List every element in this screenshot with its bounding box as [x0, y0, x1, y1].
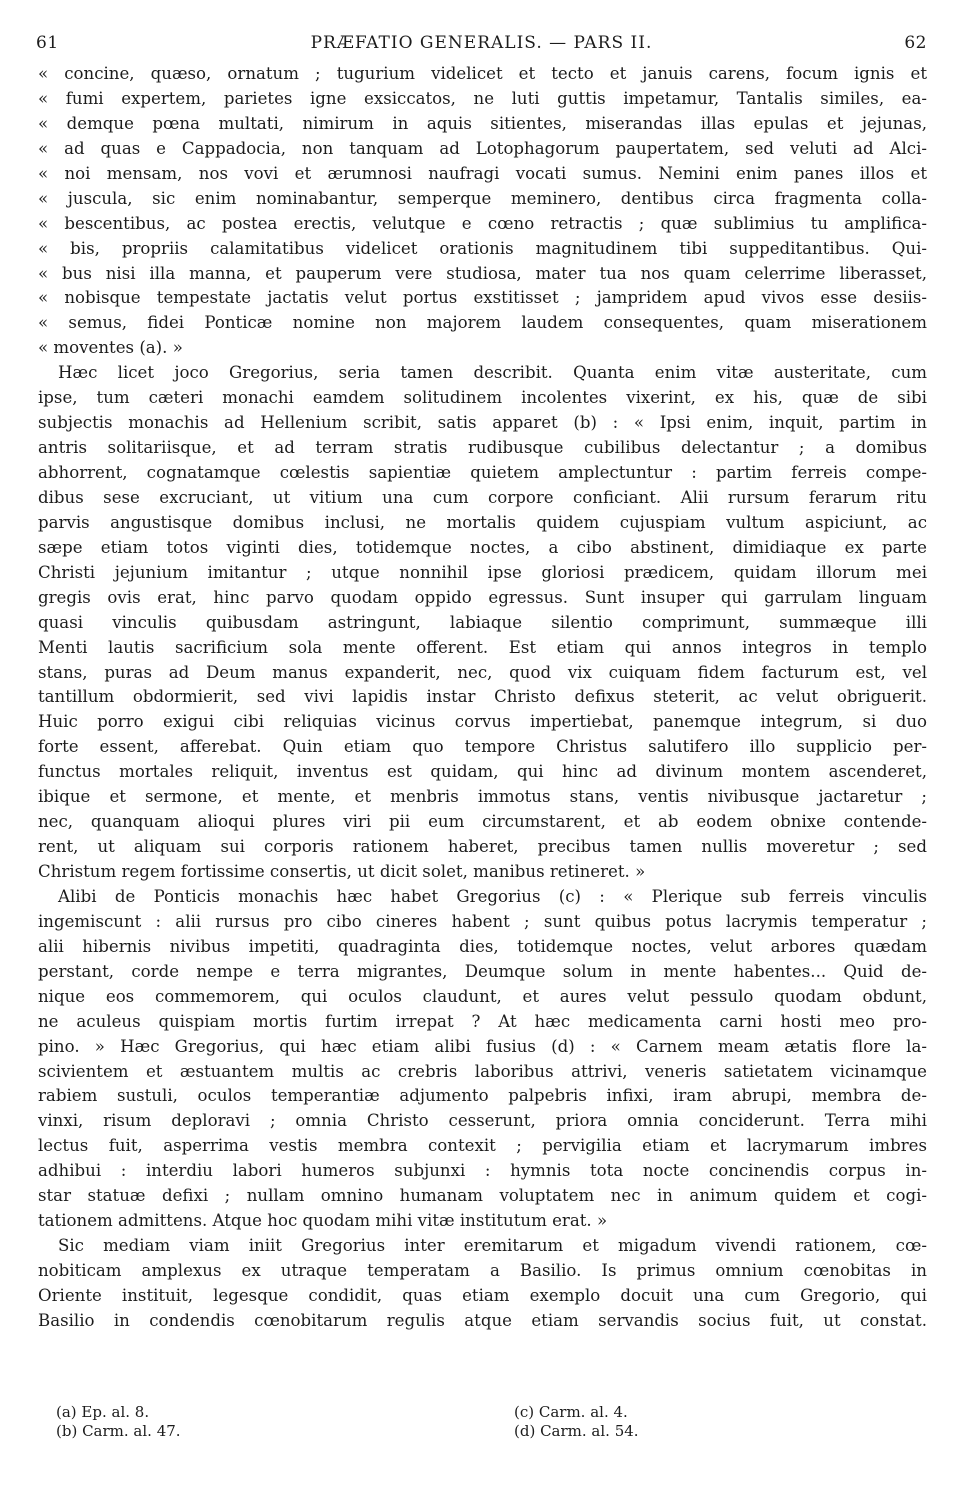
- text-line: scivientem et æstuantem multis ac crebris laboribus attrivi, veneris satietatem vicinamque: [38, 1061, 927, 1081]
- text-line: subjectis monachis ad Hellenium scribit, satis apparet (b) : « Ipsi enim, inquit, partim in: [38, 413, 927, 433]
- paragraph-start: Sic mediam viam iniit Gregorius inter eremitarum et migadum vivendi rationem, cœ-: [58, 1236, 927, 1256]
- text-line: « noi mensam, nos vovi et ærumnosi naufragi vocati sumus. Nemini enim panes illos et: [38, 163, 927, 183]
- text-line: Basilio in condendis cœnobitarum regulis atque etiam servandis socius fuit, ut constat.: [38, 1310, 927, 1330]
- text-line: ipse, tum cæteri monachi eamdem solitudinem incolentes vixerint, ex his, quæ de sibi: [38, 388, 927, 408]
- text-line: lectus fuit, asperrima vestis membra contexit ; pervigilia etiam et lacrymarum imbres: [38, 1136, 927, 1156]
- text-line: star statuæ defixi ; nullam omnino humanam voluptatem nec in animum quidem et cogi-: [38, 1186, 927, 1206]
- text-line: Menti lautis sacrificium sola mente offerent. Est etiam qui annos integros in templo: [38, 637, 927, 657]
- text-line: « bus nisi illa manna, et pauperum vere studiosa, mater tua nos quam celerrime liberasset,: [38, 263, 927, 283]
- footnote-d: (d) Carm. al. 54.: [514, 1422, 639, 1440]
- text-line: nec, quanquam alioqui plures viri pii eum circumstarent, et ab eodem obnixe contende-: [38, 812, 927, 832]
- footnote-c: (c) Carm. al. 4.: [514, 1403, 628, 1421]
- text-line: nobiticam amplexus ex utraque temperatam a Basilio. Is primus omnium cœnobitas in: [38, 1261, 927, 1280]
- text-line: adhibui : interdiu labori humeros subjunxi : hymnis tota nocte concinendis corpus in-: [38, 1161, 927, 1181]
- text-line: perstant, corde nempe e terra migrantes, Deumque solum in mente habentes... Quid de-: [38, 961, 927, 981]
- text-line: « semus, fidei Ponticæ nomine non majorem laudem consequentes, quam miserationem: [38, 313, 927, 333]
- text-line: « concine, quæso, ornatum ; tugurium videlicet et tecto et januis carens, focum ignis et: [38, 64, 927, 83]
- text-line: vinxi, risum deploravi ; omnia Christo cesserunt, priora omnia conciderunt. Terra mihi: [38, 1111, 927, 1131]
- text-line: rent, ut aliquam sui corporis rationem haberet, precibus tamen nullis moveretur ; sed: [38, 837, 927, 857]
- text-line: quasi vinculis quibusdam astringunt, labiaque silentio comprimunt, summæque illi: [38, 612, 927, 632]
- running-header: [36, 33, 927, 59]
- text-line: ingemiscunt : alii rursus pro cibo cineres habent ; sunt quibus potus lacrymis temperatur ;: [38, 911, 927, 931]
- text-line: « bis, propriis calamitatibus videlicet orationis magnitudinem tibi suppeditantibus. Qui-: [38, 238, 927, 258]
- text-line: « fumi expertem, parietes igne exsiccatos, ne luti guttis impetamur, Tantalis similes, ea-: [38, 88, 927, 108]
- text-line: pino. » Hæc Gregorius, qui hæc etiam alibi fusius (d) : « Carnem meam ætatis flore la-: [38, 1036, 927, 1056]
- text-line: rabiem sustuli, oculos temperantiæ adjumento palpebris infixi, iram abrupi, membra de-: [38, 1086, 927, 1106]
- text-line: tantillum obdormierit, sed vivi lapidis instar Christo defixus steterit, ac velut obriguerit.: [38, 687, 927, 707]
- text-line: « moventes (a). »: [38, 338, 183, 358]
- text-line: forte essent, afferebat. Quin etiam quo tempore Christus salutifero illo supplicio per-: [38, 737, 927, 757]
- text-line: alii hibernis nivibus impetiti, quadraginta dies, totidemque noctes, velut arbores quædam: [38, 936, 927, 956]
- footnote-a: (a) Ep. al. 8.: [56, 1403, 150, 1421]
- text-line: ne aculeus quispiam mortis furtim irrepat ? At hæc medicamenta carni hosti meo pro-: [38, 1011, 927, 1031]
- page-number-left: 61: [36, 33, 59, 53]
- text-line: « nobisque tempestate jactatis velut portus exstitisset ; jampridem apud vivos esse desiis-: [38, 288, 927, 308]
- footnote-b: (b) Carm. al. 47.: [56, 1422, 181, 1440]
- running-title: PRÆFATIO GENERALIS. — PARS II.: [310, 33, 653, 53]
- text-line: parvis angustisque domibus inclusi, ne mortalis quidem cujuspiam vultum aspiciunt, ac: [38, 512, 927, 532]
- text-line: « juscula, sic enim nominabantur, semperque meminero, dentibus circa fragmenta colla-: [38, 188, 927, 208]
- text-line: nique eos commemorem, qui oculos claudunt, et aures velut pessulo quodam obdunt,: [38, 986, 927, 1006]
- text-line: stans, puras ad Deum manus expanderit, nec, quod vix cuiquam fidem facturum est, vel: [38, 662, 927, 682]
- text-line: Christi jejunium imitantur ; utque nonnihil ipse gloriosi prædicem, quidam illorum mei: [38, 562, 927, 582]
- text-line: « ad quas e Cappadocia, non tanquam ad Lotophagorum paupertatem, sed veluti ad Alci-: [38, 138, 927, 158]
- page-number-right: 62: [904, 33, 927, 53]
- text-line: dibus sese excruciant, ut vitium una cum corpore conficiant. Alii rursum ferarum ritu: [38, 487, 927, 507]
- text-line: ibique et sermone, et mente, et menbris immotus stans, ventis nivibusque jactaretur ;: [38, 787, 927, 807]
- text-line: Huic porro exigui cibi reliquias vicinus corvus impertiebat, panemque integrum, si duo: [38, 712, 927, 732]
- text-line: abhorrent, cognatamque cœlestis sapientiæ quietem amplectuntur : partim ferreis compe-: [38, 463, 927, 482]
- text-line: « demque pœna multati, nimirum in aquis sitientes, miserandas illas epulas et jejunas,: [38, 113, 927, 133]
- text-line: tationem admittens. Atque hoc quodam mihi vitæ institutum erat. »: [38, 1211, 608, 1231]
- text-line: « bescentibus, ac postea erectis, velutque e cœno retractis ; quæ sublimius tu amplifica-: [38, 213, 927, 233]
- text-line: gregis ovis erat, hinc parvo quodam oppido egressus. Sunt insuper qui garrulam linguam: [38, 587, 927, 607]
- paragraph-start: Hæc licet joco Gregorius, seria tamen describit. Quanta enim vitæ austeritate, cum: [58, 363, 927, 383]
- paragraph-start: Alibi de Ponticis monachis hæc habet Gregorius (c) : « Plerique sub ferreis vinculis: [58, 886, 927, 906]
- text-line: antris solitariisque, et ad terram stratis rudibusque cubilibus delectantur ; a domibus: [38, 438, 927, 458]
- main-text: [38, 62, 927, 1334]
- text-line: Oriente instituit, legesque condidit, quas etiam exemplo docuit una cum Gregorio, qui: [38, 1285, 927, 1305]
- text-line: Christum regem fortissime consertis, ut dicit solet, manibus retineret. »: [38, 862, 646, 881]
- text-line: functus mortales reliquit, inventus est quidam, qui hinc ad divinum montem ascenderet,: [38, 762, 927, 782]
- text-line: sæpe etiam totos viginti dies, totidemque noctes, a cibo abstinent, dimidiaque ex parte: [38, 537, 927, 557]
